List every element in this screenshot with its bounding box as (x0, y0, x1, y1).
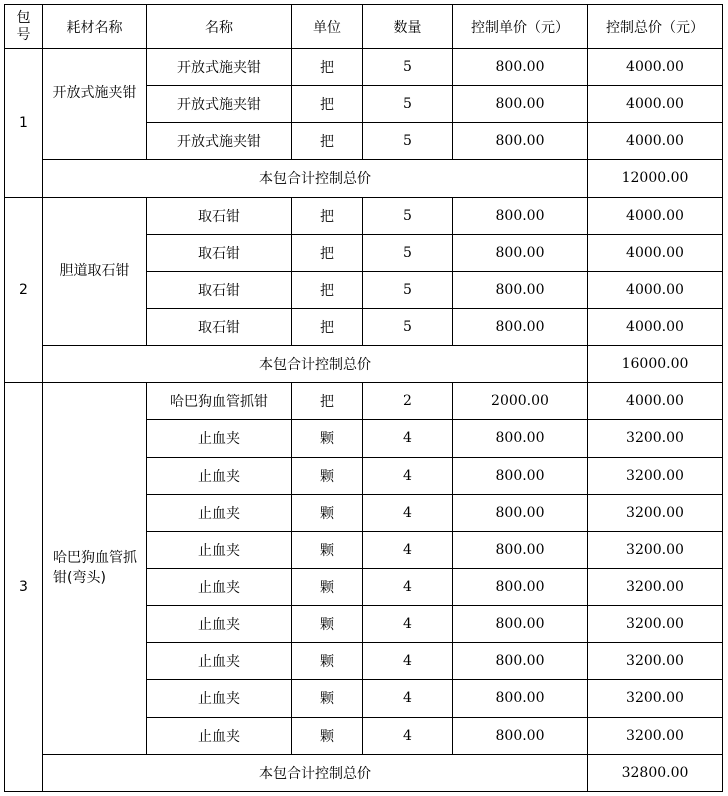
item-total-cell: 3200.00 (588, 420, 723, 457)
item-unit-cell: 颗 (292, 494, 363, 531)
header-package-char-1: 包 (16, 9, 31, 26)
item-unit-price-cell: 800.00 (453, 271, 588, 308)
item-unit-price-cell: 800.00 (453, 531, 588, 568)
item-unit-price-cell: 800.00 (453, 234, 588, 271)
item-qty-cell: 4 (363, 606, 453, 643)
item-unit-cell: 颗 (292, 568, 363, 605)
package-no-cell: 2 (5, 197, 43, 383)
item-name-cell: 止血夹 (147, 531, 292, 568)
item-unit-cell: 把 (292, 271, 363, 308)
subtotal-label: 本包合计控制总价 (43, 160, 588, 197)
material-name-cell: 开放式施夹钳 (43, 49, 147, 160)
item-name-cell: 哈巴狗血管抓钳 (147, 383, 292, 420)
header-material-name: 耗材名称 (43, 5, 147, 49)
item-total-cell: 4000.00 (588, 123, 723, 160)
header-package-char-2: 号 (16, 26, 31, 43)
item-name-cell: 止血夹 (147, 457, 292, 494)
consumables-price-table (4, 4, 723, 792)
item-unit-price-cell: 2000.00 (453, 383, 588, 420)
subtotal-label: 本包合计控制总价 (43, 346, 588, 383)
item-name-cell: 止血夹 (147, 568, 292, 605)
item-unit-cell: 把 (292, 49, 363, 86)
item-name-cell: 开放式施夹钳 (147, 123, 292, 160)
item-unit-cell: 颗 (292, 606, 363, 643)
subtotal-label: 本包合计控制总价 (43, 754, 588, 791)
item-unit-cell: 把 (292, 123, 363, 160)
item-total-cell: 4000.00 (588, 49, 723, 86)
item-unit-cell: 颗 (292, 643, 363, 680)
item-name-cell: 取石钳 (147, 234, 292, 271)
item-name-cell: 止血夹 (147, 494, 292, 531)
subtotal-row (5, 160, 723, 197)
item-total-cell: 4000.00 (588, 197, 723, 234)
item-unit-price-cell: 800.00 (453, 494, 588, 531)
header-unit-price: 控制单价（元） (453, 5, 588, 49)
item-qty-cell: 5 (363, 308, 453, 345)
item-qty-cell: 5 (363, 86, 453, 123)
item-name-cell: 止血夹 (147, 680, 292, 717)
item-unit-price-cell: 800.00 (453, 123, 588, 160)
item-qty-cell: 4 (363, 494, 453, 531)
subtotal-value: 12000.00 (588, 160, 723, 197)
subtotal-value: 32800.00 (588, 754, 723, 791)
item-qty-cell: 5 (363, 234, 453, 271)
item-name-cell: 取石钳 (147, 308, 292, 345)
item-unit-price-cell: 800.00 (453, 420, 588, 457)
item-unit-price-cell: 800.00 (453, 197, 588, 234)
item-total-cell: 3200.00 (588, 531, 723, 568)
header-name: 名称 (147, 5, 292, 49)
item-qty-cell: 5 (363, 123, 453, 160)
item-total-cell: 3200.00 (588, 568, 723, 605)
item-unit-cell: 颗 (292, 531, 363, 568)
subtotal-value: 16000.00 (588, 346, 723, 383)
header-row (5, 5, 723, 49)
item-unit-price-cell: 800.00 (453, 717, 588, 754)
item-name-cell: 止血夹 (147, 420, 292, 457)
item-total-cell: 3200.00 (588, 643, 723, 680)
item-total-cell: 3200.00 (588, 494, 723, 531)
item-name-cell: 开放式施夹钳 (147, 86, 292, 123)
material-name-cell: 哈巴狗血管抓钳(弯头) (43, 383, 147, 754)
subtotal-row (5, 346, 723, 383)
item-qty-cell: 4 (363, 643, 453, 680)
item-qty-cell: 5 (363, 49, 453, 86)
item-qty-cell: 4 (363, 457, 453, 494)
header-unit: 单位 (292, 5, 363, 49)
item-unit-price-cell: 800.00 (453, 680, 588, 717)
item-unit-price-cell: 800.00 (453, 308, 588, 345)
item-qty-cell: 4 (363, 680, 453, 717)
item-unit-cell: 颗 (292, 457, 363, 494)
item-unit-price-cell: 800.00 (453, 457, 588, 494)
header-package-no (5, 5, 43, 49)
item-total-cell: 4000.00 (588, 86, 723, 123)
item-unit-cell: 把 (292, 86, 363, 123)
item-qty-cell: 4 (363, 531, 453, 568)
item-unit-price-cell: 800.00 (453, 86, 588, 123)
item-total-cell: 4000.00 (588, 308, 723, 345)
item-total-cell: 3200.00 (588, 680, 723, 717)
item-qty-cell: 4 (363, 420, 453, 457)
table-row (5, 197, 723, 234)
item-unit-cell: 把 (292, 308, 363, 345)
material-name-cell: 胆道取石钳 (43, 197, 147, 346)
item-unit-cell: 颗 (292, 717, 363, 754)
package-no-cell: 1 (5, 49, 43, 198)
table-row (5, 49, 723, 86)
item-total-cell: 4000.00 (588, 271, 723, 308)
item-total-cell: 3200.00 (588, 717, 723, 754)
item-name-cell: 止血夹 (147, 717, 292, 754)
header-quantity: 数量 (363, 5, 453, 49)
subtotal-row (5, 754, 723, 791)
item-name-cell: 开放式施夹钳 (147, 49, 292, 86)
item-unit-cell: 把 (292, 234, 363, 271)
item-name-cell: 取石钳 (147, 197, 292, 234)
item-unit-price-cell: 800.00 (453, 568, 588, 605)
item-name-cell: 止血夹 (147, 643, 292, 680)
item-name-cell: 取石钳 (147, 271, 292, 308)
item-unit-price-cell: 800.00 (453, 606, 588, 643)
item-unit-cell: 颗 (292, 680, 363, 717)
item-name-cell: 止血夹 (147, 606, 292, 643)
item-total-cell: 3200.00 (588, 606, 723, 643)
item-qty-cell: 4 (363, 568, 453, 605)
table-row (5, 383, 723, 420)
package-no-cell: 3 (5, 383, 43, 792)
item-qty-cell: 5 (363, 197, 453, 234)
item-unit-cell: 把 (292, 197, 363, 234)
item-qty-cell: 5 (363, 271, 453, 308)
item-qty-cell: 4 (363, 717, 453, 754)
item-total-cell: 3200.00 (588, 457, 723, 494)
item-unit-cell: 颗 (292, 420, 363, 457)
item-unit-price-cell: 800.00 (453, 643, 588, 680)
header-total-price: 控制总价（元） (588, 5, 723, 49)
item-total-cell: 4000.00 (588, 383, 723, 420)
item-unit-cell: 把 (292, 383, 363, 420)
item-unit-price-cell: 800.00 (453, 49, 588, 86)
item-total-cell: 4000.00 (588, 234, 723, 271)
item-qty-cell: 2 (363, 383, 453, 420)
